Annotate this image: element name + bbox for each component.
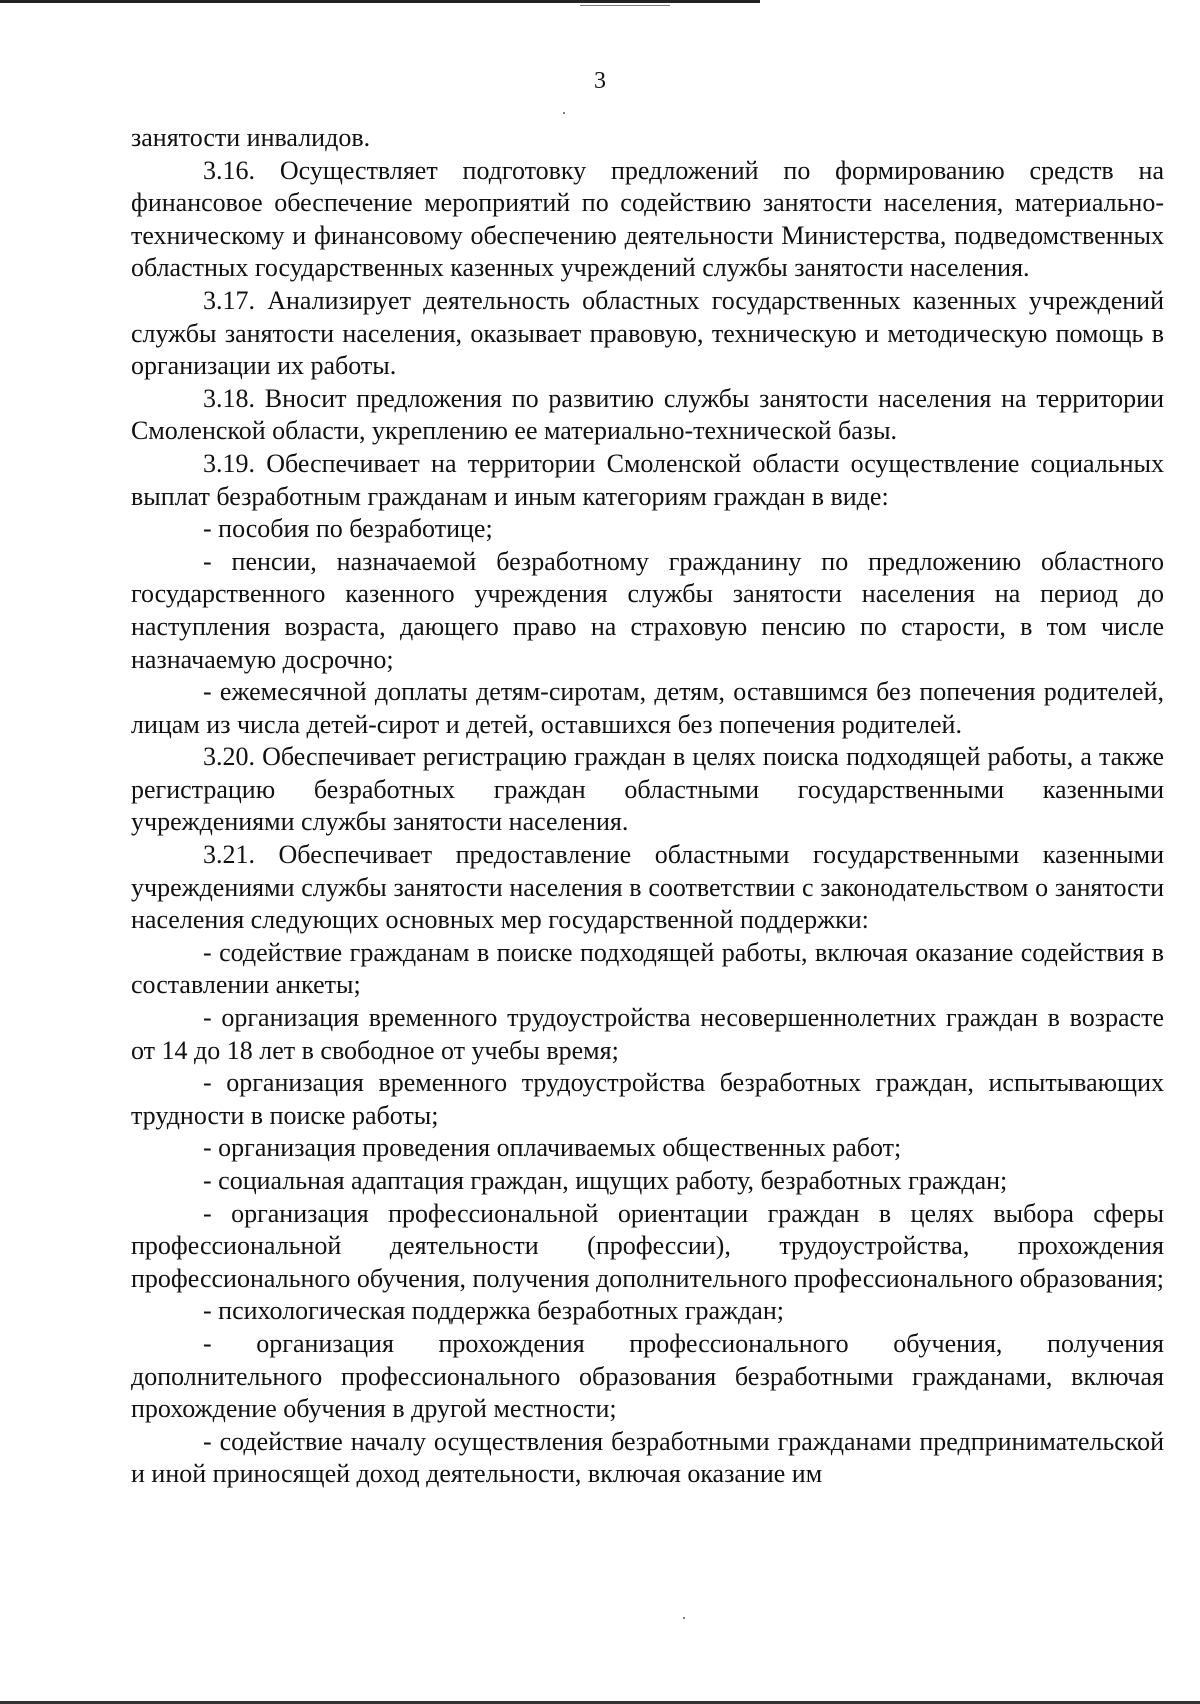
list-item: - организация прохождения профессионального обучения, получения дополнительного профессионального образования безработными гражданами, включая прохождение обучения в другой местности; (131, 1328, 1164, 1424)
list-item: - содействие началу осуществления безработными гражданами предпринимательской и иной приносящей доход деятельности, включая оказание им (131, 1426, 1164, 1489)
list-item: - психологическая поддержка безработных граждан; (203, 1296, 784, 1326)
list-item: - пенсии, назначаемой безработному гражданину по предложению областного государственного казенного учреждения службы занятости населения на период до наступления возраста, дающего право на страховую пенсию по старости, в том числе назначаемую досрочно; (131, 546, 1164, 674)
list-item: - ежемесячной доплаты детям-сиротам, детям, оставшимся без попечения родителей, лицам из числа детей-сирот и детей, оставшихся без попечения родителей. (131, 677, 1164, 739)
top-scan-border (0, 0, 760, 3)
scan-speck (563, 112, 565, 114)
list-item: - организация временного трудоустройства несовершеннолетних граждан в возрасте от 14 до 18 лет в свободное от учебы время; (131, 1003, 1164, 1065)
list-item: - организация временного трудоустройства безработных граждан, испытывающих трудности в поиске работы; (131, 1068, 1164, 1130)
page-number: 3 (594, 68, 606, 94)
list-item: - содействие гражданам в поиске подходящей работы, включая оказание содействия в составлении анкеты; (131, 937, 1164, 1000)
list-item: - пособия по безработице; (203, 514, 493, 544)
top-scan-border-tail (580, 5, 670, 6)
paragraph-3-19: 3.19. Обеспечивает на территории Смоленской области осуществление социальных выплат безработным гражданам и иным категориям граждан в виде: (131, 448, 1164, 511)
paragraph-continuation: занятости инвалидов. (131, 123, 371, 152)
list-item: - организация профессиональной ориентации граждан в целях выбора сферы профессиональной деятельности (профессии), трудоустройства, прохождения профессионального обучения, получения дополнительного профессионального образования; (131, 1198, 1165, 1293)
paragraph-3-20: 3.20. Обеспечивает регистрацию граждан в целях поиска подходящей работы, а также регистрацию безработных граждан областными государственными казенными учреждениями службы занятости населения. (131, 742, 1164, 837)
paragraph-3-16: 3.16. Осуществляет подготовку предложений по формированию средств на финансовое обеспечение мероприятий по содействию занятости населения, материально-техническому и финансовому обеспечению деятельности Министерства, подведомственных областных государственных казенных учреждений службы занятости населения. (131, 155, 1164, 283)
paragraph-3-18: 3.18. Вносит предложения по развитию службы занятости населения на территории Смоленской области, укреплению ее материально-технической базы. (131, 383, 1164, 446)
list-item: - организация проведения оплачиваемых общественных работ; (203, 1133, 902, 1163)
scan-speck (683, 1617, 685, 1619)
paragraph-3-17: 3.17. Анализирует деятельность областных государственных казенных учреждений службы занятости населения, оказывает правовую, техническую и методическую помощь в организации их работы. (131, 285, 1164, 381)
list-item: - социальная адаптация граждан, ищущих работу, безработных граждан; (203, 1166, 1008, 1195)
document-body (131, 122, 1164, 1491)
paragraph-3-21: 3.21. Обеспечивает предоставление областными государственными казенными учреждениями службы занятости населения в соответствии с законодательством о занятости населения следующих основных мер государственной поддержки: (131, 840, 1164, 935)
